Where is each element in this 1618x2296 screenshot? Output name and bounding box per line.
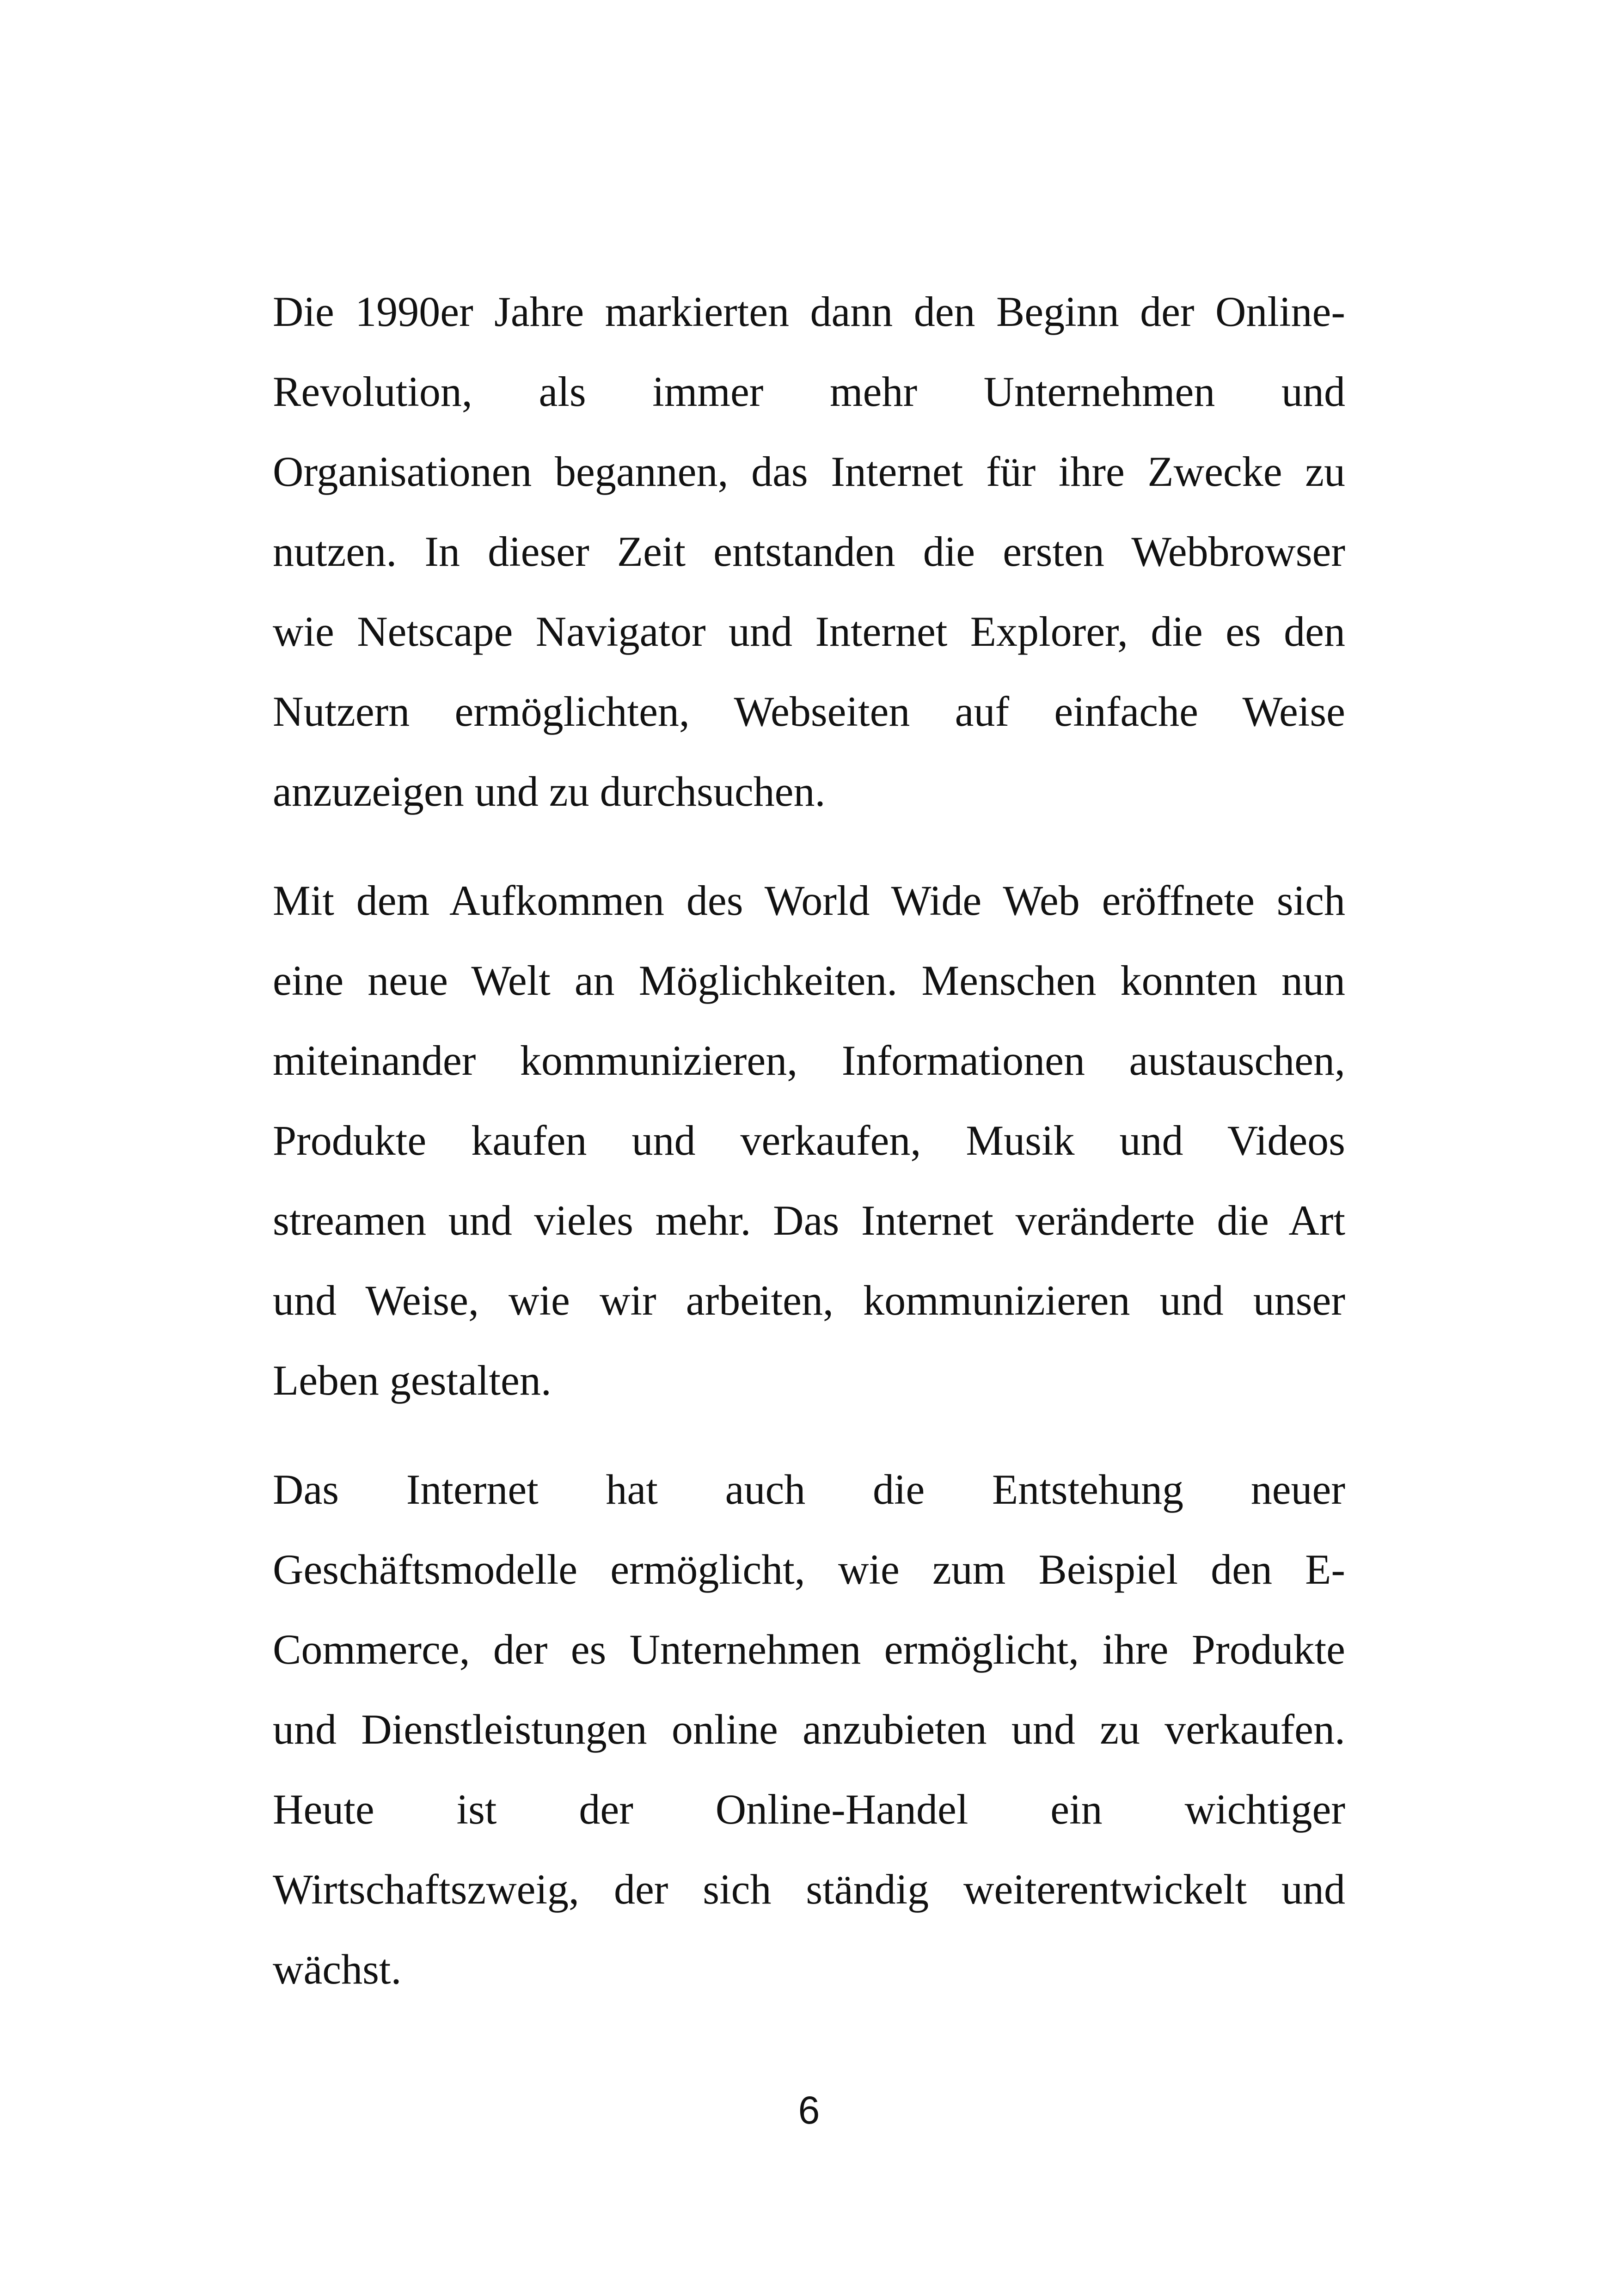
- text-line: nutzen. In dieser Zeit entstanden die ersten Webbrowser: [273, 528, 1345, 575]
- text-line: Mit dem Aufkommen des World Wide Web eröffnete sich: [273, 877, 1345, 924]
- text-line: Das Internet hat auch die Entstehung neuer: [273, 1466, 1345, 1513]
- text-line: Wirtschaftszweig, der sich ständig weiterentwickelt und: [273, 1866, 1345, 1913]
- text-line: Heute ist der Online-Handel ein wichtiger: [273, 1786, 1345, 1833]
- page-number: 6: [798, 2088, 820, 2132]
- text-line: Nutzern ermöglichten, Webseiten auf einfache Weise: [273, 688, 1345, 735]
- text-line: und Weise, wie wir arbeiten, kommunizieren und unser: [273, 1277, 1345, 1324]
- text-line: streamen und vieles mehr. Das Internet veränderte die Art: [273, 1197, 1345, 1244]
- body-text: [273, 272, 1345, 2009]
- text-line: miteinander kommunizieren, Informationen austauschen,: [273, 1037, 1345, 1084]
- text-line: anzuzeigen und zu durchsuchen.: [273, 768, 826, 815]
- paragraph: [273, 861, 1345, 1420]
- text-line: Revolution, als immer mehr Unternehmen und: [273, 368, 1345, 415]
- text-line: Leben gestalten.: [273, 1357, 552, 1404]
- text-line: eine neue Welt an Möglichkeiten. Menschen konnten nun: [273, 957, 1345, 1004]
- text-line: wächst.: [273, 1946, 402, 1993]
- paragraph: [273, 1450, 1345, 2009]
- paragraph: [273, 272, 1345, 832]
- text-line: Die 1990er Jahre markierten dann den Beginn der Online-: [273, 288, 1345, 335]
- text-line: Geschäftsmodelle ermöglicht, wie zum Beispiel den E-: [273, 1546, 1345, 1593]
- text-line: Produkte kaufen und verkaufen, Musik und Videos: [273, 1117, 1345, 1164]
- text-line: wie Netscape Navigator und Internet Explorer, die es den: [273, 608, 1345, 655]
- text-line: und Dienstleistungen online anzubieten und zu verkaufen.: [273, 1706, 1345, 1753]
- text-line: Commerce, der es Unternehmen ermöglicht, ihre Produkte: [273, 1626, 1345, 1673]
- text-line: Organisationen begannen, das Internet für ihre Zwecke zu: [273, 448, 1345, 495]
